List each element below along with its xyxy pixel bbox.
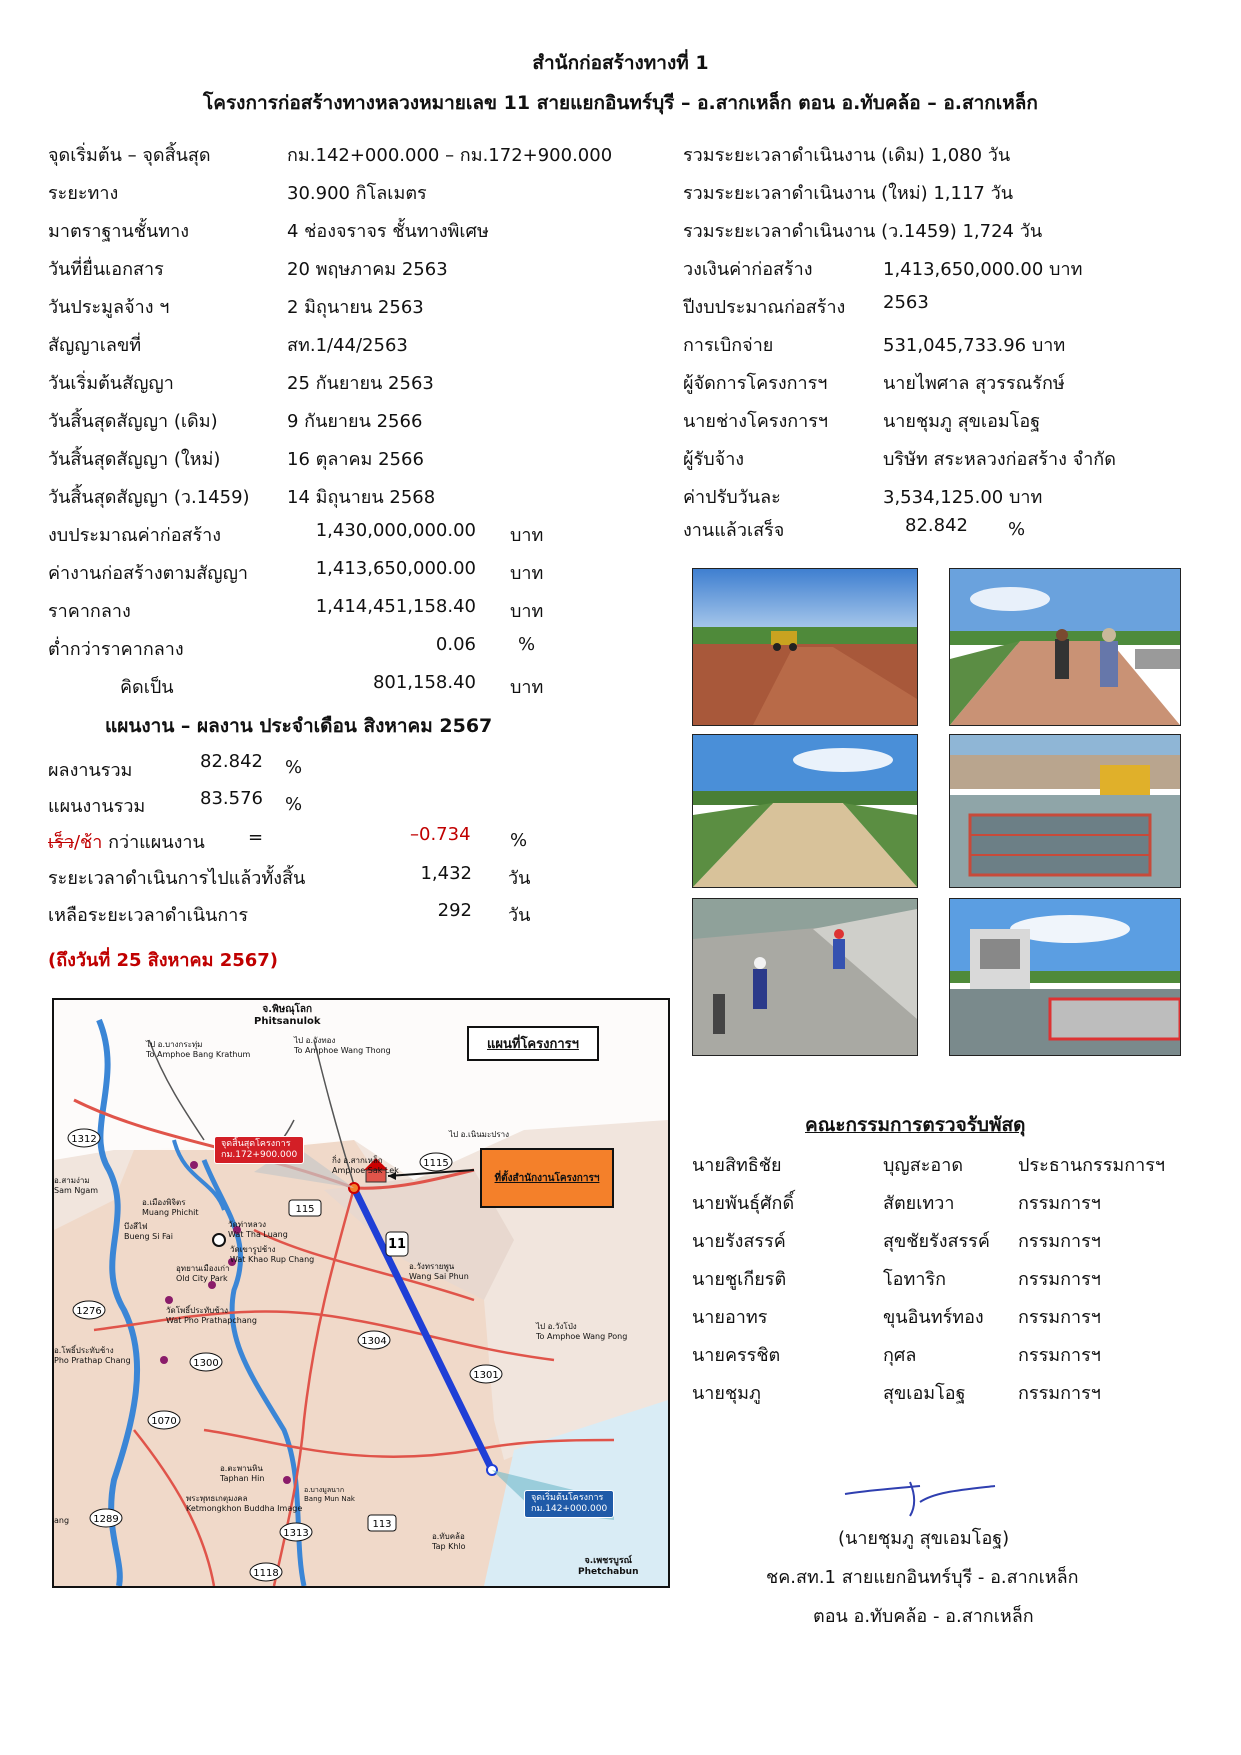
elapsed-label: ระยะเวลาดำเนินการไปแล้วทั้งสิ้น bbox=[48, 868, 306, 889]
fast-label: เร็ว bbox=[48, 832, 74, 853]
member-first-name: นายสิทธิชัย bbox=[692, 1155, 782, 1176]
member-last-name: กุศล bbox=[883, 1345, 917, 1366]
detail-label: สัญญาเลขที่ bbox=[48, 335, 142, 356]
member-last-name: สัตยเทวา bbox=[883, 1193, 955, 1214]
contract-label: การเบิกจ่าย bbox=[683, 335, 774, 356]
remain-unit: วัน bbox=[508, 905, 531, 926]
label-thap-khlo: อ.ทับคล้อ Tap Khlo bbox=[432, 1532, 466, 1551]
detail-label: วันประมูลจ้าง ฯ bbox=[48, 297, 170, 318]
member-role: กรรมการฯ bbox=[1018, 1307, 1101, 1328]
member-last-name: สุขเอมโอฐ bbox=[883, 1383, 966, 1404]
photo-grader bbox=[692, 568, 918, 726]
svg-text:1289: 1289 bbox=[93, 1514, 119, 1525]
detail-value: 2 มิถุนายน 2563 bbox=[287, 297, 424, 318]
detail-label: วันสิ้นสุดสัญญา (เดิม) bbox=[48, 411, 218, 432]
budget-label: งบประมาณค่าก่อสร้าง bbox=[48, 525, 222, 546]
detail-value: 4 ช่องจราจร ชั้นทางพิเศษ bbox=[287, 221, 489, 242]
road-shield-1313 bbox=[280, 1523, 312, 1541]
member-role: กรรมการฯ bbox=[1018, 1193, 1101, 1214]
budget-value: 1,430,000,000.00 bbox=[315, 520, 476, 541]
detail-value: 30.900 กิโลเมตร bbox=[287, 183, 427, 204]
member-last-name: โอทาริก bbox=[883, 1269, 947, 1290]
detail-value: 14 มิถุนายน 2568 bbox=[287, 487, 436, 508]
contract-label: ค่าปรับวันละ bbox=[683, 487, 781, 508]
label-office-location: ที่ตั้งสำนักงานโครงการฯ bbox=[480, 1148, 614, 1208]
svg-text:11: 11 bbox=[387, 1237, 407, 1252]
member-first-name: นายชูเกียรติ bbox=[692, 1269, 787, 1290]
road-shield-11 bbox=[386, 1232, 408, 1256]
label-taphan-hin: อ.ตะพานหิน Taphan Hin bbox=[220, 1464, 265, 1483]
done-label: งานแล้วเสร็จ bbox=[683, 520, 785, 541]
contract-value: 531,045,733.96 บาท bbox=[883, 335, 1066, 356]
svg-text:1070: 1070 bbox=[151, 1416, 177, 1427]
contract-value: นายชุมภู สุขเอมโอฐ bbox=[883, 411, 1041, 432]
label-phetchabun: จ.เพชรบูรณ์ Phetchabun bbox=[578, 1556, 639, 1577]
budget-unit: บาท bbox=[510, 525, 544, 546]
signer-title-1: ชค.สท.1 สายแยกอินทร์บุรี - อ.สากเหล็ก bbox=[766, 1567, 1079, 1588]
budget-unit: บาท bbox=[510, 601, 544, 622]
detail-label: วันสิ้นสุดสัญญา (ว.1459) bbox=[48, 487, 250, 508]
label-end-point: จุดสิ้นสุดโครงการ กม.172+900.000 bbox=[214, 1136, 304, 1164]
diff-unit: % bbox=[510, 830, 528, 851]
member-role: กรรมการฯ bbox=[1018, 1269, 1101, 1290]
road-shield-1276 bbox=[73, 1301, 105, 1319]
budget-unit: บาท bbox=[510, 563, 544, 584]
photo-bridge-work bbox=[949, 734, 1181, 888]
contract-value: บริษัท สระหลวงก่อสร้าง จำกัด bbox=[883, 449, 1116, 470]
slow-label: ช้า bbox=[80, 832, 103, 853]
member-role: ประธานกรรมการฯ bbox=[1018, 1155, 1166, 1176]
photo-concrete-pour bbox=[949, 898, 1181, 1056]
label-tha-luang: วัดท่าหลวง Wat Tha Luang bbox=[228, 1220, 288, 1239]
elapsed-value: 1,432 bbox=[420, 863, 472, 884]
label-sak-lek: กิ่ง อ.สากเหล็ก Amphoe Sak Lek bbox=[332, 1156, 399, 1175]
svg-text:115: 115 bbox=[295, 1204, 315, 1215]
detail-value: 20 พฤษภาคม 2563 bbox=[287, 259, 448, 280]
detail-label: วันที่ยื่นเอกสาร bbox=[48, 259, 164, 280]
detail-value: 25 กันยายน 2563 bbox=[287, 373, 434, 394]
svg-text:1301: 1301 bbox=[473, 1370, 499, 1381]
progress-title: แผนงาน – ผลงาน ประจำเดือน สิงหาคม 2567 bbox=[105, 715, 493, 737]
road-shield-1070 bbox=[148, 1411, 180, 1429]
remain-value: 292 bbox=[437, 900, 472, 921]
photo-base-course bbox=[692, 734, 918, 888]
contract-label: ผู้จัดการโครงการฯ bbox=[683, 373, 828, 394]
result-value: 82.842 bbox=[200, 751, 263, 772]
plan-value: 83.576 bbox=[200, 788, 263, 809]
svg-text:1276: 1276 bbox=[76, 1306, 102, 1317]
svg-text:113: 113 bbox=[372, 1519, 392, 1530]
detail-label: วันสิ้นสุดสัญญา (ใหม่) bbox=[48, 449, 221, 470]
detail-value: 16 ตุลาคม 2566 bbox=[287, 449, 424, 470]
budget-label: คิดเป็น bbox=[120, 677, 174, 698]
budget-value: 1,413,650,000.00 bbox=[315, 558, 476, 579]
member-last-name: สุขชัยรังสรรค์ bbox=[883, 1231, 990, 1252]
signer-name: (นายชุมภู สุขเอมโอฐ) bbox=[838, 1528, 1010, 1549]
label-old-city: อุทยานเมืองเก่า Old City Park bbox=[176, 1264, 230, 1283]
budget-label: ต่ำกว่าราคากลาง bbox=[48, 639, 184, 660]
label-wang-pong: ไป อ.วังโป่ง To Amphoe Wang Pong bbox=[536, 1322, 628, 1341]
member-role: กรรมการฯ bbox=[1018, 1231, 1101, 1252]
duration-row: รวมระยะเวลาดำเนินงาน (เดิม) 1,080 วัน bbox=[683, 145, 1011, 166]
result-label: ผลงานรวม bbox=[48, 760, 133, 781]
svg-text:1313: 1313 bbox=[283, 1528, 309, 1539]
budget-label: ราคากลาง bbox=[48, 601, 131, 622]
svg-text:1115: 1115 bbox=[423, 1158, 449, 1169]
label-west-edge: ang bbox=[54, 1516, 70, 1525]
label-start-point: จุดเริ่มต้นโครงการ กม.142+000.000 bbox=[524, 1490, 614, 1518]
road-shield-113 bbox=[368, 1515, 396, 1531]
project-title: โครงการก่อสร้างทางหลวงหมายเลข 11 สายแยกอินทร์บุรี – อ.สากเหล็ก ตอน อ.ทับคล้อ – อ.สากเหล็ก bbox=[203, 92, 1038, 114]
contract-value: 3,534,125.00 บาท bbox=[883, 487, 1043, 508]
detail-label: จุดเริ่มต้น – จุดสิ้นสุด bbox=[48, 145, 211, 166]
detail-label: วันเริ่มต้นสัญญา bbox=[48, 373, 174, 394]
label-bang-mun-nak: อ.บางมูลนาก Bang Mun Nak bbox=[304, 1486, 355, 1503]
svg-text:1300: 1300 bbox=[193, 1358, 219, 1369]
label-sam-ngam: อ.สามง่าม Sam Ngam bbox=[54, 1176, 99, 1195]
contract-value: 2563 bbox=[883, 292, 929, 313]
contract-label: ผู้รับจ้าง bbox=[683, 449, 745, 470]
detail-value: สท.1/44/2563 bbox=[287, 335, 408, 356]
committee-title: คณะกรรมการตรวจรับพัสดุ bbox=[805, 1114, 1026, 1136]
label-wang-sai-phun: อ.วังทรายพูน Wang Sai Phun bbox=[409, 1262, 469, 1281]
contract-value: นายไพศาล สุวรรณรักษ์ bbox=[883, 373, 1065, 394]
plan-label: แผนงานรวม bbox=[48, 796, 146, 817]
diff-label bbox=[48, 827, 205, 856]
plan-unit: % bbox=[285, 794, 303, 815]
detail-label: มาตราฐานชั้นทาง bbox=[48, 221, 190, 242]
svg-text:1304: 1304 bbox=[361, 1336, 387, 1347]
signature-mark bbox=[840, 1472, 1000, 1522]
member-last-name: บุญสะอาด bbox=[883, 1155, 964, 1176]
diff-text: กว่าแผนงาน bbox=[102, 832, 205, 853]
label-phitsanulok: จ.พิษณุโลก Phitsanulok bbox=[254, 1004, 321, 1027]
label-buddha-image: พระพุทธเกตุมงคล Ketmongkhon Buddha Image bbox=[186, 1494, 303, 1513]
elapsed-unit: วัน bbox=[508, 868, 531, 889]
detail-value: 9 กันยายน 2566 bbox=[287, 411, 423, 432]
member-first-name: นายพันธุ์ศักดิ์ bbox=[692, 1193, 795, 1214]
member-last-name: ขุนอินทร์ทอง bbox=[883, 1307, 984, 1328]
budget-label: ค่างานก่อสร้างตามสัญญา bbox=[48, 563, 249, 584]
label-phichit: อ.เมืองพิจิตร Muang Phichit bbox=[142, 1198, 199, 1217]
road-shield-1300 bbox=[190, 1353, 222, 1371]
label-bang-krathum: ไป อ.บางกระทุ่ม To Amphoe Bang Krathum bbox=[146, 1040, 251, 1059]
detail-label: ระยะทาง bbox=[48, 183, 119, 204]
label-pho-prathap: วัดโพธิ์ประทับช้าง Wat Pho Prathapchang bbox=[166, 1306, 257, 1325]
road-shield-115 bbox=[289, 1200, 321, 1216]
contract-label: ปีงบประมาณก่อสร้าง bbox=[683, 297, 846, 318]
duration-row: รวมระยะเวลาดำเนินงาน (ว.1459) 1,724 วัน bbox=[683, 221, 1043, 242]
diff-value: –0.734 bbox=[410, 824, 471, 845]
budget-unit: % bbox=[518, 634, 536, 655]
label-khao-rup-chang: วัดเขารูปช้าง Wat Khao Rup Chang bbox=[230, 1245, 315, 1264]
contract-label: นายช่างโครงการฯ bbox=[683, 411, 829, 432]
as-of-date: (ถึงวันที่ 25 สิงหาคม 2567) bbox=[48, 950, 279, 971]
label-noen-maprang: ไป อ.เนินมะปราง bbox=[449, 1130, 510, 1139]
road-shield-1304 bbox=[358, 1331, 390, 1349]
remain-label: เหลือระยะเวลาดำเนินการ bbox=[48, 905, 249, 926]
road-shield-1312 bbox=[68, 1129, 100, 1147]
svg-text:1118: 1118 bbox=[253, 1568, 279, 1579]
member-first-name: นายรังสรรค์ bbox=[692, 1231, 786, 1252]
photo-survey bbox=[949, 568, 1181, 726]
contract-label: วงเงินค่าก่อสร้าง bbox=[683, 259, 813, 280]
budget-value: 1,414,451,158.40 bbox=[315, 596, 476, 617]
road-shield-1118 bbox=[250, 1563, 282, 1581]
done-unit: % bbox=[1008, 519, 1026, 540]
contract-value: 1,413,650,000.00 บาท bbox=[883, 259, 1083, 280]
member-first-name: นายชุมภู bbox=[692, 1383, 761, 1404]
label-wang-thong: ไป อ.วังทอง To Amphoe Wang Thong bbox=[294, 1036, 391, 1055]
road-shield-1289 bbox=[90, 1509, 122, 1527]
photo-crushed-rock bbox=[692, 898, 918, 1056]
signer-title-2: ตอน อ.ทับคล้อ - อ.สากเหล็ก bbox=[813, 1606, 1034, 1627]
member-role: กรรมการฯ bbox=[1018, 1383, 1101, 1404]
member-role: กรรมการฯ bbox=[1018, 1345, 1101, 1366]
budget-value: 801,158.40 bbox=[372, 672, 476, 693]
label-bueng-sifai: บึงสีไฟ Bueng Si Fai bbox=[124, 1222, 174, 1241]
map-heading: แผนที่โครงการฯ bbox=[467, 1026, 599, 1061]
road-shield-1115 bbox=[420, 1153, 452, 1171]
detail-value: กม.142+000.000 – กม.172+900.000 bbox=[287, 145, 613, 166]
duration-row: รวมระยะเวลาดำเนินงาน (ใหม่) 1,117 วัน bbox=[683, 183, 1014, 204]
budget-value: 0.06 bbox=[435, 634, 476, 655]
diff-equals: = bbox=[248, 827, 264, 848]
member-first-name: นายอาทร bbox=[692, 1307, 768, 1328]
member-first-name: นายครรชิต bbox=[692, 1345, 781, 1366]
diff-slash: / bbox=[73, 832, 81, 853]
road-shield-1301 bbox=[470, 1365, 502, 1383]
label-prathap-chang: อ.โพธิ์ประทับช้าง Pho Prathap Chang bbox=[54, 1346, 131, 1365]
svg-text:1312: 1312 bbox=[71, 1134, 97, 1145]
project-map bbox=[52, 998, 670, 1588]
office-title: สำนักก่อสร้างทางที่ 1 bbox=[532, 52, 709, 74]
result-unit: % bbox=[285, 757, 303, 778]
done-value: 82.842 bbox=[905, 515, 968, 536]
budget-unit: บาท bbox=[510, 677, 544, 698]
